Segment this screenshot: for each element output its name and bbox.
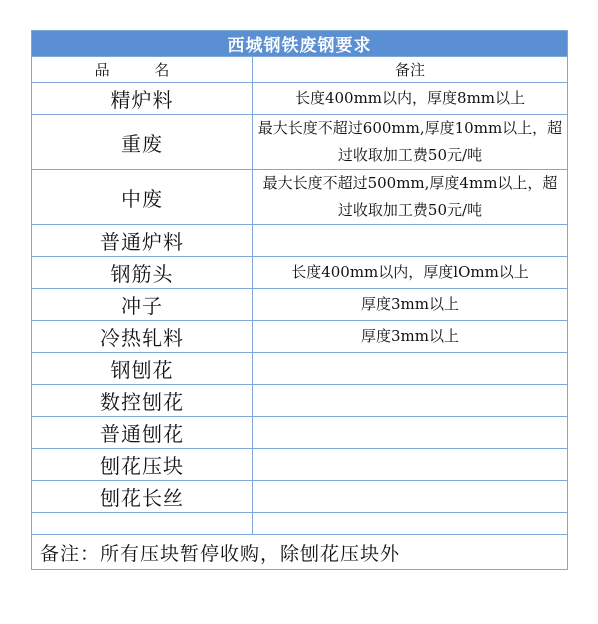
item-name: 刨花压块 — [32, 449, 253, 481]
table-row — [32, 449, 568, 481]
table-row — [32, 417, 568, 449]
header-row — [32, 57, 568, 83]
item-note: 厚度3mm以上 — [253, 289, 568, 321]
table-row — [32, 385, 568, 417]
item-note — [253, 481, 568, 513]
column-header-note: 备注 — [253, 57, 568, 83]
table-row — [32, 481, 568, 513]
item-name: 钢刨花 — [32, 353, 253, 385]
item-name: 刨花长丝 — [32, 481, 253, 513]
item-name: 冲子 — [32, 289, 253, 321]
item-note: 最大长度不超过500mm,厚度4mm以上，超过收取加工费50元/吨 — [253, 170, 568, 225]
table-title: 西城钢铁废钢要求 — [32, 31, 568, 57]
item-note: 长度400mm以内，厚度lOmm以上 — [253, 257, 568, 289]
item-name: 中废 — [32, 170, 253, 225]
item-name — [32, 513, 253, 535]
item-note — [253, 449, 568, 481]
item-note: 最大长度不超过600mm,厚度10mm以上，超过收取加工费50元/吨 — [253, 115, 568, 170]
item-name: 重废 — [32, 115, 253, 170]
table-row — [32, 115, 568, 170]
table-row — [32, 225, 568, 257]
table-row — [32, 83, 568, 115]
item-name: 钢筋头 — [32, 257, 253, 289]
footer-row — [32, 535, 568, 570]
item-note — [253, 385, 568, 417]
item-note — [253, 353, 568, 385]
table-row — [32, 257, 568, 289]
table-row — [32, 353, 568, 385]
title-row — [32, 31, 568, 57]
footer-note: 备注：所有压块暂停收购，除刨花压块外 — [32, 535, 568, 570]
table-row — [32, 321, 568, 353]
item-name: 精炉料 — [32, 83, 253, 115]
item-name: 冷热轧料 — [32, 321, 253, 353]
column-header-name: 品 名 — [32, 57, 253, 83]
item-name: 数控刨花 — [32, 385, 253, 417]
item-note: 长度400mm以内，厚度8mm以上 — [253, 83, 568, 115]
table-row-empty — [32, 513, 568, 535]
table-row — [32, 170, 568, 225]
scrap-requirements-table — [31, 30, 568, 570]
item-name: 普通炉料 — [32, 225, 253, 257]
item-note — [253, 513, 568, 535]
item-note: 厚度3mm以上 — [253, 321, 568, 353]
table-row — [32, 289, 568, 321]
item-note — [253, 225, 568, 257]
item-name: 普通刨花 — [32, 417, 253, 449]
item-note — [253, 417, 568, 449]
